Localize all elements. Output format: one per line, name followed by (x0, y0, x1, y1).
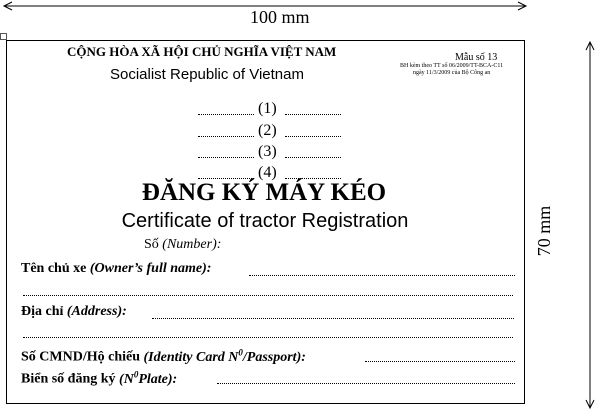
id-field-line[interactable] (365, 361, 515, 362)
id-label-en: (Identity Card N (143, 349, 239, 365)
numbered-line-2-label: (2) (258, 122, 277, 139)
form-note-2: ngày 11/3/2009 của Bộ Công an (413, 70, 491, 76)
numbered-line-3-right (285, 157, 341, 158)
address-label-vn: Địa chỉ (21, 304, 64, 319)
id-label-sup: 0 (238, 347, 243, 357)
title-en: Certificate of tractor Registration (121, 210, 409, 232)
numbered-line-3-label: (3) (258, 143, 277, 160)
numbered-line-2-left (198, 136, 254, 137)
plate-label-sup: 0 (133, 369, 139, 379)
id-label-vn: Số CMND/Hộ chiếu (21, 349, 140, 365)
height-dimension-label: 70 mm (534, 196, 556, 266)
owner-label (21, 261, 211, 277)
id-label (21, 347, 306, 366)
plate-label (21, 369, 177, 388)
address-field-line-2[interactable] (23, 337, 513, 338)
height-dimension-arrow (570, 30, 600, 414)
plate-label-vn: Biển số đăng ký (21, 371, 116, 387)
numbered-line-3-left (198, 157, 254, 158)
address-field-line[interactable] (152, 318, 514, 319)
numbered-line-1-label: (1) (258, 100, 277, 117)
numbered-line-1-right (285, 114, 341, 115)
form-note-1: BH kèm theo TT số 06/2009/TT-BCA-C11 (400, 63, 504, 69)
registration-card (6, 40, 525, 404)
country-name-vn: CỘNG HÒA XÃ HỘI CHỦ NGHĨA VIỆT NAM (67, 44, 337, 59)
owner-field-line-2[interactable] (23, 295, 513, 296)
plate-label-en-end: Plate): (138, 371, 178, 387)
plate-label-en: (N (119, 371, 134, 387)
owner-field-line[interactable] (249, 275, 515, 276)
number-label (144, 237, 221, 253)
plate-field-line[interactable] (217, 383, 515, 384)
number-label-vn: Số (144, 237, 159, 252)
form-number: Mẫu số 13 (455, 52, 498, 63)
id-label-en-end: /Passport): (242, 349, 306, 365)
country-name-en: Socialist Republic of Vietnam (110, 66, 304, 83)
width-dimension-label: 100 mm (250, 7, 310, 27)
numbered-line-4-label: (4) (258, 164, 277, 181)
numbered-line-2-right (285, 136, 341, 137)
numbered-line-1-left (198, 114, 254, 115)
number-label-en: (Number): (162, 237, 222, 252)
title-vn: ĐĂNG KÝ MÁY KÉO (141, 179, 387, 206)
corner-marker (0, 33, 7, 40)
owner-label-vn: Tên chủ xe (21, 261, 87, 276)
address-label (21, 304, 127, 320)
owner-label-en: (Owner’s full name): (89, 261, 212, 276)
address-label-en: (Address): (66, 304, 127, 319)
